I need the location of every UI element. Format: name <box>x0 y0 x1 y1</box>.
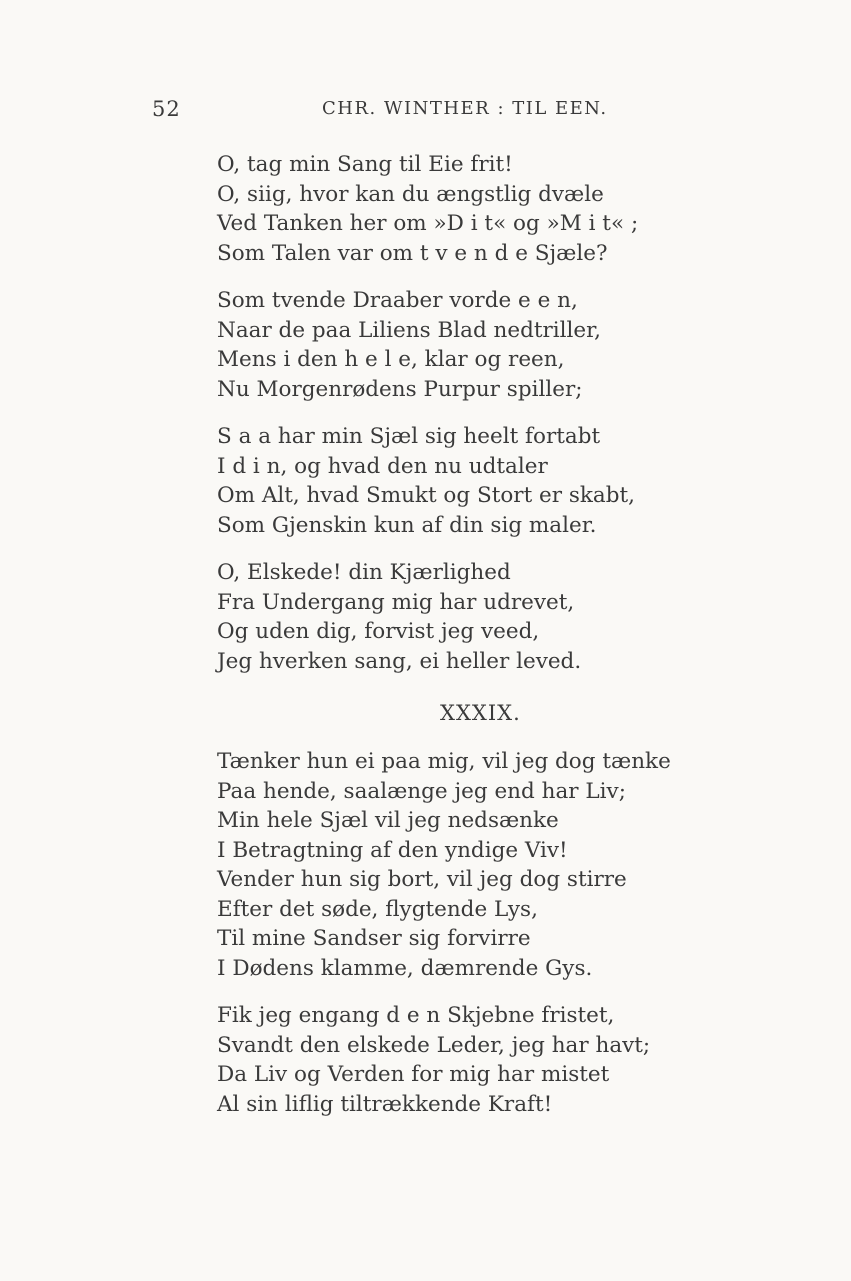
poem-line: Til mine Sandser sig forvirre <box>217 926 531 951</box>
poem-line: Som Talen var om t v e n d e Sjæle? <box>217 240 608 266</box>
poem-line: Naar de paa Liliens Blad nedtriller, <box>217 317 601 343</box>
poem-line: Om Alt, hvad Smukt og Stort er skabt, <box>217 483 635 508</box>
poem-line: Som tvende Draaber vorde e e n, <box>217 288 578 313</box>
poem-line: O, Elskede! din Kjærlighed <box>217 560 511 585</box>
poem-line: Nu Morgenrødens Purpur spiller; <box>217 376 583 402</box>
poem-line: Min hele Sjæl vil jeg nedsænke <box>217 808 559 833</box>
poem-line: Svandt den elskede Leder, jeg har havt; <box>217 1032 651 1058</box>
stanza <box>217 422 777 540</box>
poem-line: Som Gjenskin kun af din sig maler. <box>217 512 597 538</box>
stanza <box>217 1001 777 1119</box>
poem-line: Mens i den h e l e, klar og reen, <box>217 347 565 372</box>
poem-line: I d i n, og hvad den nu udtaler <box>217 453 548 479</box>
poem-line: Fik jeg engang d e n Skjebne fristet, <box>217 1003 615 1028</box>
section-heading: XXXIX. <box>440 701 521 725</box>
poem-line: Vender hun sig bort, vil jeg dog stirre <box>217 867 627 892</box>
stanza <box>217 747 777 983</box>
poem-line: S a a har min Sjæl sig heelt fortabt <box>217 424 601 449</box>
poem-line: Jeg hverken sang, ei heller leved. <box>217 648 582 674</box>
poem-line: O, tag min Sang til Eie frit! <box>217 152 513 177</box>
poem-line: O, siig, hvor kan du ængstlig dvæle <box>217 181 604 207</box>
poem-line: Fra Undergang mig har udrevet, <box>217 589 575 615</box>
poem-line: I Betragtning af den yndige Viv! <box>217 837 568 863</box>
poem-line: Paa hende, saalænge jeg end har Liv; <box>217 778 626 804</box>
stanza <box>217 558 777 676</box>
poem-line: Al sin liflig tiltrækkende Kraft! <box>217 1091 553 1117</box>
running-head: CHR. WINTHER : TIL EEN. <box>322 98 608 119</box>
poem-line: Og uden dig, forvist jeg veed, <box>217 619 540 644</box>
poem-line: Da Liv og Verden for mig har mistet <box>217 1062 610 1087</box>
stanza <box>217 150 777 268</box>
poem-line: Ved Tanken her om »D i t« og »M i t« ; <box>217 211 639 236</box>
page-number: 52 <box>152 97 181 121</box>
poem-line: Efter det søde, flygtende Lys, <box>217 896 538 922</box>
poem-line: Tænker hun ei paa mig, vil jeg dog tænke <box>217 749 671 774</box>
poem-body <box>217 150 777 1137</box>
stanza <box>217 286 777 404</box>
poem-line: I Dødens klamme, dæmrende Gys. <box>217 955 593 981</box>
